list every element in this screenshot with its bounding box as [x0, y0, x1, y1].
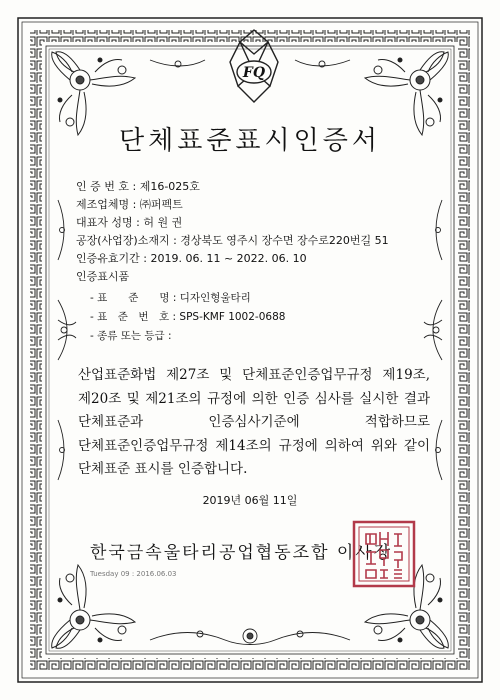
product-grade	[90, 328, 172, 343]
field-cert-number	[76, 180, 200, 194]
issuer-name: 한국금속울타리공업협동조합 이사장	[90, 543, 393, 563]
product-heading: 인증표시품	[76, 270, 130, 283]
logo-text: FQ	[242, 65, 266, 81]
field-value: 2019. 06. 11 ~ 2022. 06. 10	[150, 252, 307, 265]
field-representative	[76, 216, 182, 230]
field-address	[76, 234, 389, 248]
field-label: 제조업체명 :	[76, 198, 137, 211]
issue-date: 2019년 06월 11일	[202, 494, 298, 507]
field-label: 인증유효기간 :	[76, 252, 147, 265]
field-label: 대표자 성명 :	[76, 216, 140, 229]
field-value: 허 원 권	[143, 216, 183, 229]
field-value: 제16-025호	[139, 180, 200, 193]
footnote-text: Tuesday 09 : 2016.06.03	[90, 570, 177, 578]
field-label: - 표 준 명 :	[90, 292, 177, 304]
field-label: 인 증 번 호 :	[76, 180, 137, 193]
field-value: 경상북도 영주시 장수면 장수로220번길 51	[180, 234, 389, 247]
certificate-title: 단체표준표시인증서	[118, 126, 382, 156]
field-label: - 표 준 번 호 :	[90, 311, 177, 323]
field-label: - 종류 또는 등급 :	[90, 330, 172, 342]
certification-statement: 산업표준화법 제27조 및 단체표준인증업무규정 제19조, 제20조 및 제21조의 규정에 의한 인증 심사를 실시한 결과 단체표준과 인증심사기준에 적합하므로 단체표준인증업무규정 제14조의 규정에 의하여 위와 같이 단체표준 표시를 인증합니다.	[78, 367, 430, 477]
product-standard-number	[90, 309, 285, 324]
field-value: 디자인형울타리	[179, 292, 251, 304]
field-value: ㈜퍼펙트	[139, 198, 183, 211]
official-seal-icon	[352, 520, 416, 588]
product-standard-name	[90, 290, 251, 305]
field-validity	[76, 252, 307, 266]
fq-logo-icon	[222, 26, 286, 106]
field-value: SPS-KMF 1002-0688	[179, 311, 286, 323]
field-company	[76, 198, 183, 212]
field-label: 공장(사업장)소재지 :	[76, 234, 177, 247]
